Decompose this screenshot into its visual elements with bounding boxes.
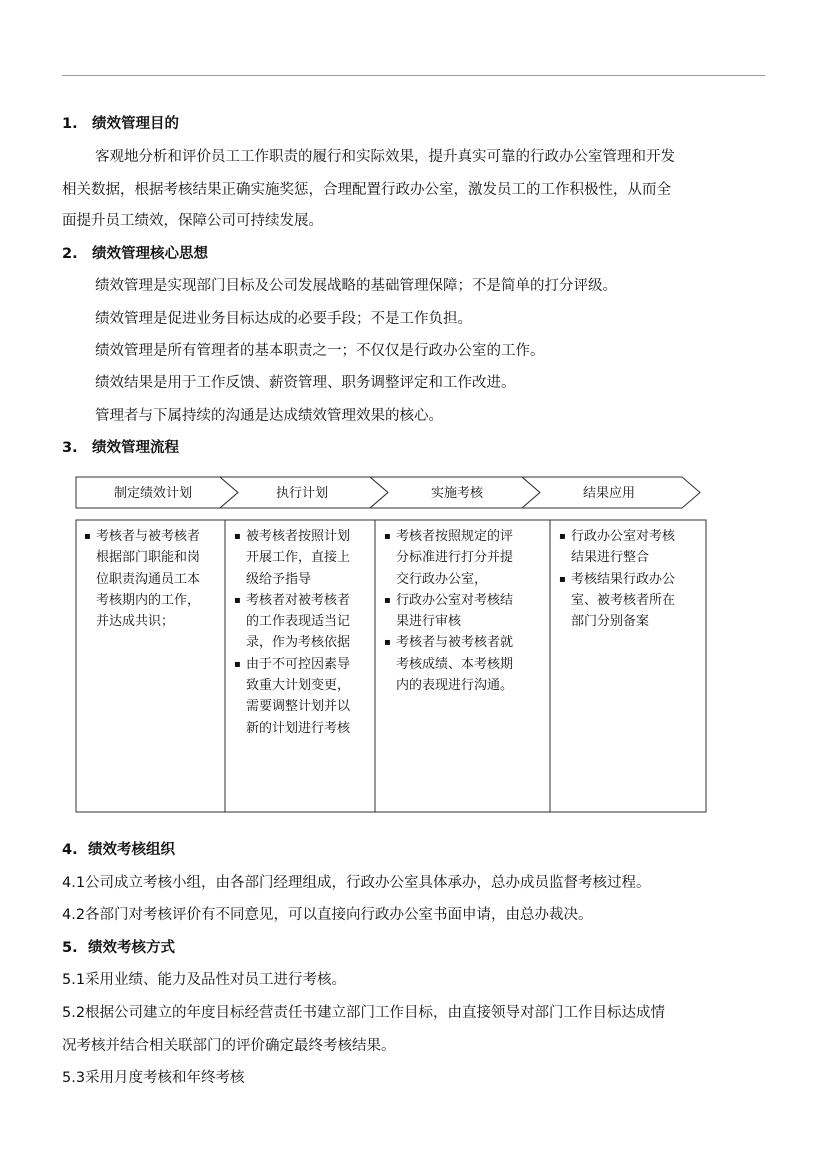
section-1-para-line-2: 相关数据，根据考核结果正确实施奖惩，合理配置行政办公室，激发员工的工作积极性，从而全: [62, 182, 671, 198]
process-bullet: [384, 590, 544, 633]
section-4-line: 4.2各部门对考核评价有不同意见，可以直接向行政办公室书面申请，由总办裁决。: [62, 907, 593, 923]
section-2-item: 绩效管理是所有管理者的基本职责之一；不仅仅是行政办公室的工作。: [95, 343, 545, 359]
bullet-line: 分标准进行打分并提: [396, 550, 514, 566]
section-1-para-line-3: 面提升员工绩效，保障公司可持续发展。: [62, 213, 323, 229]
bullet-line: 考核成绩、本考核期: [396, 656, 514, 672]
section-5-number: 5.: [62, 940, 78, 956]
process-bullet: [234, 526, 374, 590]
section-2-number: 2.: [62, 246, 78, 262]
bullet-line: 考核者按照规定的评: [396, 529, 514, 544]
process-bullet: [384, 632, 544, 696]
bullet-line: 行政办公室对考核: [571, 529, 676, 544]
section-1-para-line-1: 客观地分析和评价员工工作职责的履行和实际效果，提升真实可靠的行政办公室管理和开发: [95, 149, 675, 165]
bullet-line: 行政办公室对考核结: [396, 592, 514, 608]
bullet-line: 开展工作，直接上: [246, 550, 351, 566]
bullet-line: 室、被考核者所在: [571, 592, 676, 608]
process-bullet: [234, 590, 374, 654]
bullet-line: 交行政办公室，: [396, 571, 488, 587]
process-bullet: [384, 526, 544, 590]
bullet-line: 根据部门职能和岗: [96, 550, 201, 566]
process-bullet: [84, 526, 222, 632]
bullet-line: 需要调整计划并以: [246, 699, 351, 715]
section-4-line: 4.1公司成立考核小组，由各部门经理组成，行政办公室具体承办，总办成员监督考核过程。: [62, 875, 651, 891]
section-2-item: 绩效管理是促进业务目标达成的必要手段；不是工作负担。: [95, 311, 472, 327]
section-2-item: 绩效结果是用于工作反馈、薪资管理、职务调整评定和工作改进。: [95, 375, 516, 391]
bullet-line: 内的表现进行沟通。: [396, 678, 514, 694]
section-3-number: 3.: [62, 440, 78, 456]
bullet-line: 考核者对被考核者: [246, 592, 351, 608]
process-cell-3: [384, 526, 544, 696]
section-5-line: 5.3采用月度考核和年终考核: [62, 1070, 245, 1086]
bullet-line: 位职责沟通员工本: [96, 571, 201, 587]
bullet-line: 新的计划进行考核: [246, 720, 351, 736]
bullet-line: 考核者与被考核者: [96, 529, 201, 544]
bullet-line: 并达成共识；: [96, 614, 175, 630]
process-step-4-label: 结果应用: [582, 486, 636, 501]
section-5-title: 绩效考核方式: [88, 940, 175, 956]
process-cell-2: [234, 526, 374, 739]
bullet-line: 由于不可控因素导: [246, 656, 351, 672]
bullet-line: 的工作表现适当记: [246, 614, 351, 630]
bullet-line: 部门分别备案: [571, 614, 650, 630]
section-4-heading: [62, 840, 175, 860]
process-step-2-label: 执行计划: [275, 486, 329, 501]
section-1-number: 1.: [62, 116, 78, 132]
process-step-3-label: 实施考核: [430, 486, 484, 501]
section-5-heading: [62, 938, 175, 958]
process-cell-4: [559, 526, 701, 632]
section-3-title: 绩效管理流程: [92, 440, 179, 456]
bullet-line: 被考核者按照计划: [246, 529, 351, 544]
section-4-title: 绩效考核组织: [88, 842, 175, 858]
process-bullet: [559, 526, 701, 569]
bullet-line: 果进行审核: [396, 614, 462, 630]
bullet-line: 考核者与被考核者就: [396, 635, 514, 651]
bullet-line: 结果进行整合: [571, 550, 650, 566]
process-bullet: [559, 569, 701, 633]
section-5-line: 5.1采用业绩、能力及品性对员工进行考核。: [62, 972, 347, 988]
section-5-line: 5.2根据公司建立的年度目标经营责任书建立部门工作目标，由直接领导对部门工作目标达成情: [62, 1005, 666, 1021]
section-2-title: 绩效管理核心思想: [92, 246, 208, 262]
bullet-line: 致重大计划变更，: [246, 678, 351, 694]
section-2-item: 绩效管理是实现部门目标及公司发展战略的基础管理保障；不是简单的打分评级。: [95, 278, 617, 294]
section-5-line: 况考核并结合相关联部门的评价确定最终考核结果。: [62, 1038, 396, 1054]
bullet-line: 考核结果行政办公: [571, 571, 676, 587]
process-cell-1: [84, 526, 222, 632]
section-1-title: 绩效管理目的: [92, 116, 179, 132]
process-step-1-label: 制定绩效计划: [113, 486, 193, 501]
bullet-line: 级给予指导: [246, 571, 312, 587]
section-2-item: 管理者与下属持续的沟通是达成绩效管理效果的核心。: [95, 408, 443, 424]
process-bullet: [234, 654, 374, 739]
section-4-number: 4.: [62, 842, 78, 858]
bullet-line: 考核期内的工作，: [96, 592, 201, 608]
bullet-line: 录，作为考核依据: [246, 635, 351, 651]
